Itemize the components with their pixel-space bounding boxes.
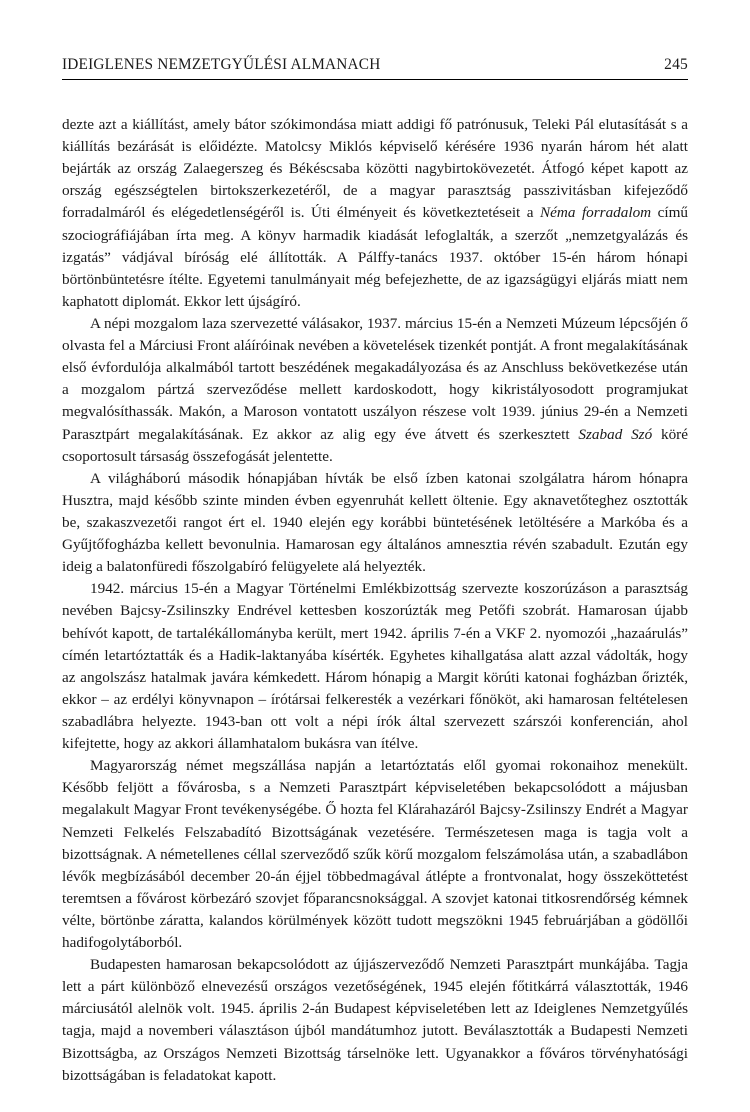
header-title: IDEIGLENES NEMZETGYŰLÉSI ALMANACH <box>62 56 381 73</box>
page-header <box>62 56 688 80</box>
paragraph: 1942. március 15-én a Magyar Történelmi Emlékbizottság szervezte koszorúzáson a parasztság nevében Bajcsy-Zsilinszky Endrével kettesben koszorúzták meg Petőfi szobrát. Hamarosan újabb behívót kapott, de tartalékállományba került, mert 1942. április 7-én a VKF 2. nyomozói „hazaárulás” címén letartóztatták és a Hadik-laktanyába kísérték. Egyhetes kihallgatása alatt azzal vádolták, hogy az angolszász hatalmak javára kémkedett. Három hónapig a Margit körúti katonai fogházban őrizték, ekkor – az erdélyi könyvnapon – írótársai felkeresték a vezérkari főnököt, aki hamarosan feltételesen szabadlábra helyezte. 1943-ban ott volt a népi írók által szervezett szárszói konferencián, ahol kifejtette, hogy az akkori államhatalom bukásra van ítélve. <box>62 580 688 753</box>
paragraph: Budapesten hamarosan bekapcsolódott az újjászerveződő Nemzeti Parasztpárt munkájába. Tagja lett a párt különböző elnevezésű országos vezetőségének, 1945 elején főtitkárrá választották, 1946 márciusától alelnök volt. 1945. április 2-án Budapest képviseletében lett az Ideiglenes Nemzetgyűlés tagja, majd a novemberi választáson újból mandátumhoz jutott. Beválasztották a Budapesti Nemzeti Bizottságba, az Országos Nemzeti Bizottság társelnöke lett. Ugyanakkor a főváros törvényhatósági bizottságában is feladatokat kapott. <box>62 956 688 1084</box>
italic-title: Néma forradalom <box>540 204 652 222</box>
paragraph: Magyarország német megszállása napján a letartóztatás elől gyomai rokonaihoz menekült. Később feljött a fővárosba, s a Nemzeti Parasztpárt képviseletében bekapcsolódott a májusban megalakult Magyar Front tevékenységébe. Ő hozta fel Klárahazáról Bajcsy-Zsilinszy Endrét a Magyar Nemzeti Felkelés Felszabadító Bizottságának vezetésére. Természetesen maga is tagja volt a bizottságnak. A németellenes céllal szerveződő szűk körű mozgalom felszámolása után, a szabadlábon lévők megbízásából december 20-án éjjel többedmagával átlépte a frontvonalat, hogy összeköttetést teremtsen a fővárost körbezáró szovjet főparancsnoksággal. A szovjet katonai titkosrendőrség kémnek vélte, börtönbe záratta, kalandos körülmények között tudott megszökni 1945 februárjában a gödöllői hadifogolytáborból. <box>62 757 688 952</box>
paragraph: A népi mozgalom laza szervezetté válásakor, 1937. március 15-én a Nemzeti Múzeum lépcsőjén ő olvasta fel a Márciusi Front aláíróinak nevében a követelések tizenkét pontját. A front megalakításának első évfordulója alkalmából tartott beszédének megakadályozása és az Anschluss bekövetkezése után a mozgalom pártzá szerveződése mellett kardoskodott, hogy kikristályosodott programjukat megvalósíthassák. Makón, a Maroson vontatott uszályon részese volt 1939. június 29-én a Nemzeti Parasztpárt megalakításának. Ez akkor az alig egy éve átvett és szerkesztett Szabad Szó köré csoportosult társaság összefogását jelentette. <box>62 314 688 465</box>
italic-title: Szabad Szó <box>578 425 653 443</box>
paragraph: dezte azt a kiállítást, amely bátor szókimondása miatt addigi fő patrónusuk, Teleki Pál elutasítását s a kiállítás bezárását is előidézte. Matolcsy Miklós képviselő kérésére 1936 nyarán három hét alatt bejárták az ország Zalaegerszeg és Békéscsaba közötti nagybirtokövezetét. Átfogó képet kapott az ország egészségtelen birtokszerkezetéről, de a magyar parasztság passzivitásban kifejeződő forradalmáról és elégedetlenségéről is. Úti élményeit és következtetéseit a Néma forradalom című szociográfiájában írta meg. A könyv harmadik kiadását lefoglalták, a szerzőt „nemzetgyalázás és izgatás” vádjával bíróság elé állították. A Pálffy-tanács 1937. október 15-én három hónapi börtönbüntetésre ítélte. Egyetemi tanulmányait még befejezhette, de az igazságügyi eljárás miatt nem kaphatott diplomát. Ekkor lett újságíró. <box>62 116 688 310</box>
body-text <box>62 114 688 1087</box>
paragraph: A világháború második hónapjában hívták be első ízben katonai szolgálatra három hónapra Husztra, majd később szinte minden évben egyenruhát kellett öltenie. Egy aknavetőteghez osztották be, szakaszvezetői rangot ért el. 1940 elején egy korábbi büntetésének letöltésére a Markóba és a Gyűjtőfogházba kellett bevonulnia. Hamarosan egy általános amnesztia révén szabadult. Ezután egy ideig a balatonfüredi főszolgabíró felügyelete alá helyezték. <box>62 469 688 576</box>
page-number: 245 <box>664 56 688 73</box>
